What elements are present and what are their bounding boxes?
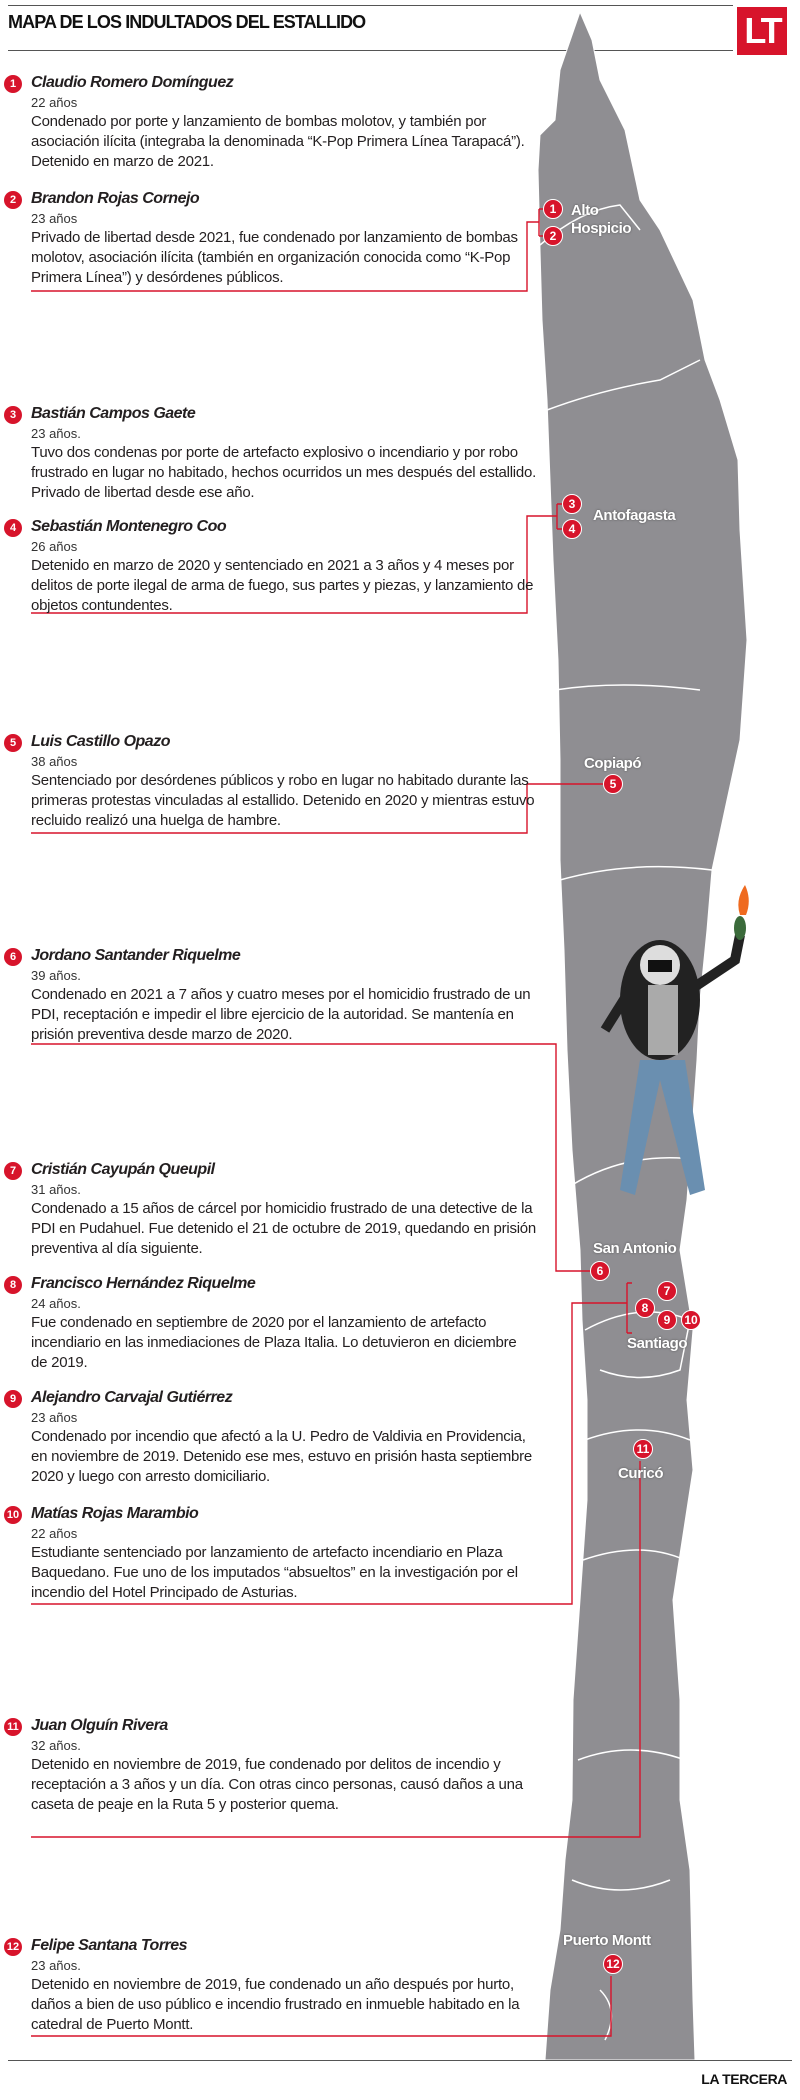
number-badge: 11 [4, 1718, 22, 1736]
person-name: Francisco Hernández Riquelme [31, 1275, 256, 1292]
person-name: Cristián Cayupán Queupil [31, 1161, 215, 1178]
map-marker-2[interactable]: 2 [543, 226, 563, 246]
person-name: Sebastián Montenegro Coo [31, 518, 227, 535]
person-name: Bastián Campos Gaete [31, 405, 196, 422]
city-santiago: Santiago [627, 1335, 688, 1352]
la-tercera-logo: LT [737, 7, 787, 55]
city-copiapo: Copiapó [584, 755, 642, 772]
footer-credit: LA TERCERA [701, 2071, 787, 2087]
map-marker-7[interactable]: 7 [657, 1281, 677, 1301]
bottom-rule [8, 2060, 792, 2061]
number-badge: 10 [4, 1506, 22, 1524]
person-age: 22 años [31, 1526, 78, 1541]
map-marker-1[interactable]: 1 [543, 199, 563, 219]
person-age: 32 años. [31, 1738, 81, 1753]
person-description: Detenido en noviembre de 2019, fue condenado por delitos de incendio y receptación a 3 años y un día. Con otras cinco personas, causó daños a una caseta de peaje en la Ruta 5 y posterior quema. [31, 1756, 523, 1813]
person-name: Matías Rojas Marambio [31, 1505, 199, 1522]
number-badge: 7 [4, 1162, 22, 1180]
map-marker-6[interactable]: 6 [590, 1261, 610, 1281]
person-age: 39 años. [31, 968, 81, 983]
map-marker-5[interactable]: 5 [603, 774, 623, 794]
person-age: 23 años. [31, 1958, 81, 1973]
number-badge: 3 [4, 406, 22, 424]
number-badge: 8 [4, 1276, 22, 1294]
map-marker-9[interactable]: 9 [657, 1310, 677, 1330]
person-name: Luis Castillo Opazo [31, 733, 170, 750]
person-description: Fue condenado en septiembre de 2020 por el lanzamiento de artefacto incendiario en las inmediaciones de Plaza Italia. Lo detuvieron en diciembre de 2019. [31, 1314, 517, 1371]
person-name: Juan Olguín Rivera [31, 1717, 168, 1734]
person-age: 22 años [31, 95, 78, 110]
person-description: Condenado por porte y lanzamiento de bombas molotov, y también por asociación ilícita (integraba la denominada “K-Pop Primera Línea Tarapacá”). Detenido en marzo de 2021. [31, 113, 525, 170]
city-antofagasta: Antofagasta [593, 507, 676, 524]
person-age: 38 años [31, 754, 78, 769]
number-badge: 12 [4, 1938, 22, 1956]
person-name: Jordano Santander Riquelme [31, 947, 241, 964]
number-badge: 6 [4, 948, 22, 966]
city-alto-hospicio: Alto Hospicio [571, 202, 632, 237]
city-puerto-montt: Puerto Montt [563, 1932, 651, 1949]
person-description: Sentenciado por desórdenes públicos y robo en lugar no habitado durante las primeras protestas vinculadas al estallido. Detenido en 2020 y mientras estuvo recluido realizó una huelga de hambre. [31, 772, 535, 829]
person-description: Detenido en noviembre de 2019, fue condenado un año después por hurto, daños a bien de uso público e incendio frustrado en inmueble habitado en la catedral de Puerto Montt. [31, 1976, 520, 2033]
person-name: Claudio Romero Domínguez [31, 74, 234, 91]
map-marker-12[interactable]: 12 [603, 1954, 623, 1974]
number-badge: 9 [4, 1390, 22, 1408]
map-marker-10[interactable]: 10 [681, 1310, 701, 1330]
map-marker-8[interactable]: 8 [635, 1298, 655, 1318]
number-badge: 2 [4, 191, 22, 209]
number-badge: 4 [4, 519, 22, 537]
city-curico: Curicó [618, 1465, 664, 1482]
map-marker-3[interactable]: 3 [562, 494, 582, 514]
person-age: 31 años. [31, 1182, 81, 1197]
person-age: 23 años [31, 211, 78, 226]
person-age: 23 años [31, 1410, 78, 1425]
person-age: 26 años [31, 539, 78, 554]
person-description: Privado de libertad desde 2021, fue condenado por lanzamiento de bombas molotov, asociación ilícita (también en organización conocida como “K-Pop Primera Línea”) y desórdenes públicos. [31, 229, 518, 286]
number-badge: 1 [4, 75, 22, 93]
person-description: Condenado por incendio que afectó a la U. Pedro de Valdivia en Providencia, en noviembre de 2019. Detenido ese mes, estuvo en prisión hasta septiembre 2020 y luego con arresto domiciliario. [31, 1428, 532, 1485]
person-age: 23 años. [31, 426, 81, 441]
city-san-antonio: San Antonio [593, 1240, 677, 1257]
person-age: 24 años. [31, 1296, 81, 1311]
map-marker-4[interactable]: 4 [562, 519, 582, 539]
page-title: MAPA DE LOS INDULTADOS DEL ESTALLIDO [8, 12, 366, 32]
person-description: Estudiante sentenciado por lanzamiento de artefacto incendiario en Plaza Baquedano. Fue uno de los imputados “absueltos” en la investigación por el incendio del Hotel Principado de Asturias. [31, 1544, 518, 1601]
map-marker-11[interactable]: 11 [633, 1439, 653, 1459]
person-name: Brandon Rojas Cornejo [31, 190, 200, 207]
number-badge: 5 [4, 734, 22, 752]
person-description: Detenido en marzo de 2020 y sentenciado en 2021 a 3 años y 4 meses por delitos de porte ilegal de arma de fuego, sus partes y piezas, y lanzamiento de objetos contundentes. [31, 557, 534, 614]
person-description: Condenado a 15 años de cárcel por homicidio frustrado de una detective de la PDI en Pudahuel. Fue detenido el 21 de octubre de 2019, quedando en prisión preventiva al día siguiente. [31, 1200, 536, 1257]
person-name: Felipe Santana Torres [31, 1937, 188, 1954]
person-name: Alejandro Carvajal Gutiérrez [31, 1389, 233, 1406]
person-description: Tuvo dos condenas por porte de artefacto explosivo o incendiario y por robo frustrado en lugar no habitado, hechos ocurridos un mes después del estallido. Privado de libertad desde ese año. [31, 444, 536, 501]
person-description: Condenado en 2021 a 7 años y cuatro meses por el homicidio frustrado de un PDI, receptación e impedir el libre ejercicio de la autoridad. Se mantenía en prisión preventiva desde marzo de 2020. [31, 986, 531, 1043]
